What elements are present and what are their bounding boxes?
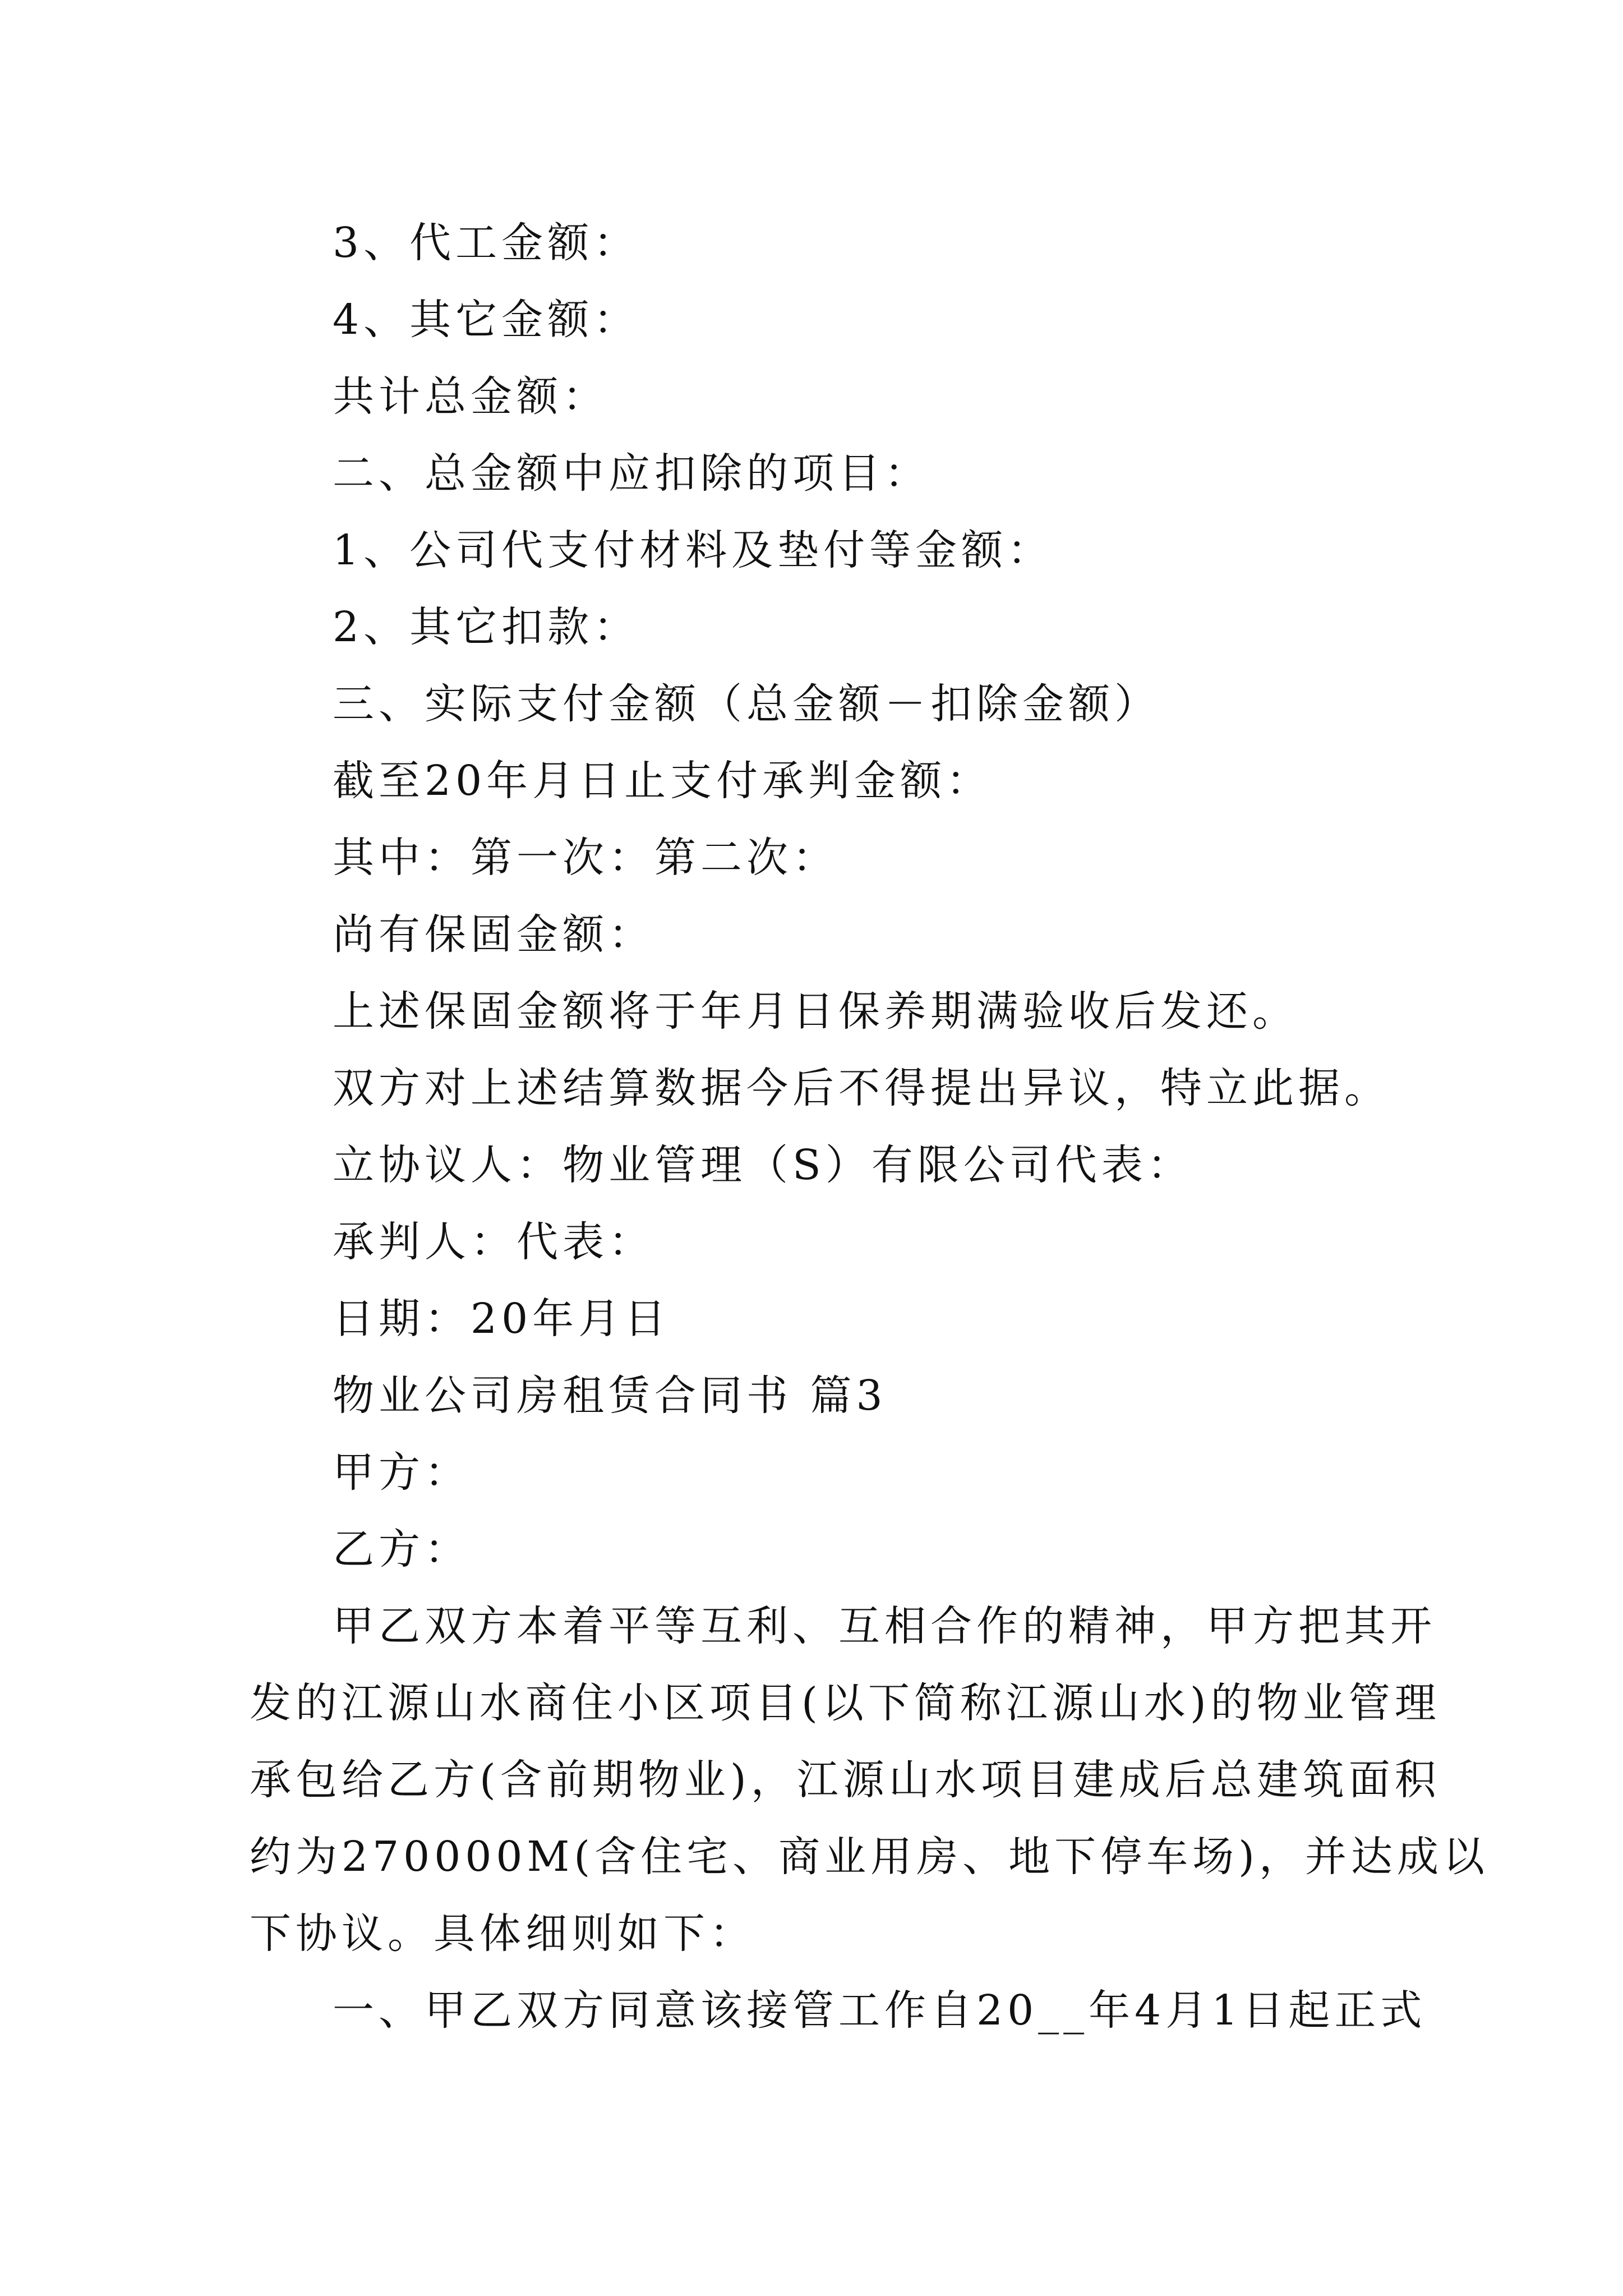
paragraph-line: 约为270000M(含住宅、商业用房、地下停车场)，并达成以 bbox=[250, 1833, 1489, 1881]
section-heading: 二、总金额中应扣除的项目： bbox=[333, 449, 930, 498]
paragraph-line: 发的江源山水商住小区项目(以下简称江源山水)的物业管理 bbox=[250, 1679, 1441, 1727]
signatory-line: 承判人：代表： bbox=[333, 1218, 654, 1266]
paragraph-line: 承包给乙方(含前期物业)，江源山水项目建成后总建筑面积 bbox=[250, 1756, 1441, 1804]
document-body bbox=[250, 205, 1489, 2049]
text-line: 2、其它扣款： bbox=[333, 603, 640, 651]
text-line: 上述保固金额将于年月日保养期满验收后发还。 bbox=[333, 987, 1298, 1036]
signatory-line: 立协议人：物业管理（S）有限公司代表： bbox=[333, 1141, 1193, 1189]
date-line: 日期：20年月日 bbox=[333, 1295, 671, 1343]
paragraph-first-line: 甲乙双方本着平等互利、互相合作的精神，甲方把其开 bbox=[333, 1602, 1436, 1650]
text-line: 截至20年月日止支付承判金额： bbox=[333, 757, 993, 805]
party-b-line: 乙方： bbox=[333, 1525, 471, 1573]
text-line: 3、代工金额： bbox=[333, 219, 640, 267]
text-line: 4、其它金额： bbox=[333, 296, 640, 344]
paragraph bbox=[250, 1588, 1489, 1972]
party-a-line: 甲方： bbox=[333, 1448, 471, 1497]
paragraph-first-line: 一、甲乙双方同意该接管工作自20__年4月1日起正式 bbox=[333, 1986, 1427, 2035]
text-line: 共计总金额： bbox=[333, 372, 608, 421]
text-line: 双方对上述结算数据今后不得提出异议，特立此据。 bbox=[333, 1064, 1390, 1112]
paragraph bbox=[250, 1972, 1427, 2049]
contract-title: 物业公司房租赁合同书 篇3 bbox=[333, 1372, 887, 1420]
text-line: 1、公司代支付材料及垫付等金额： bbox=[333, 526, 1054, 574]
text-line: 尚有保固金额： bbox=[333, 910, 654, 959]
text-line: 其中：第一次：第二次： bbox=[333, 834, 838, 882]
section-heading: 三、实际支付金额（总金额－扣除金额） bbox=[333, 680, 1160, 728]
paragraph-line: 下协议。具体细则如下： bbox=[250, 1910, 755, 1958]
